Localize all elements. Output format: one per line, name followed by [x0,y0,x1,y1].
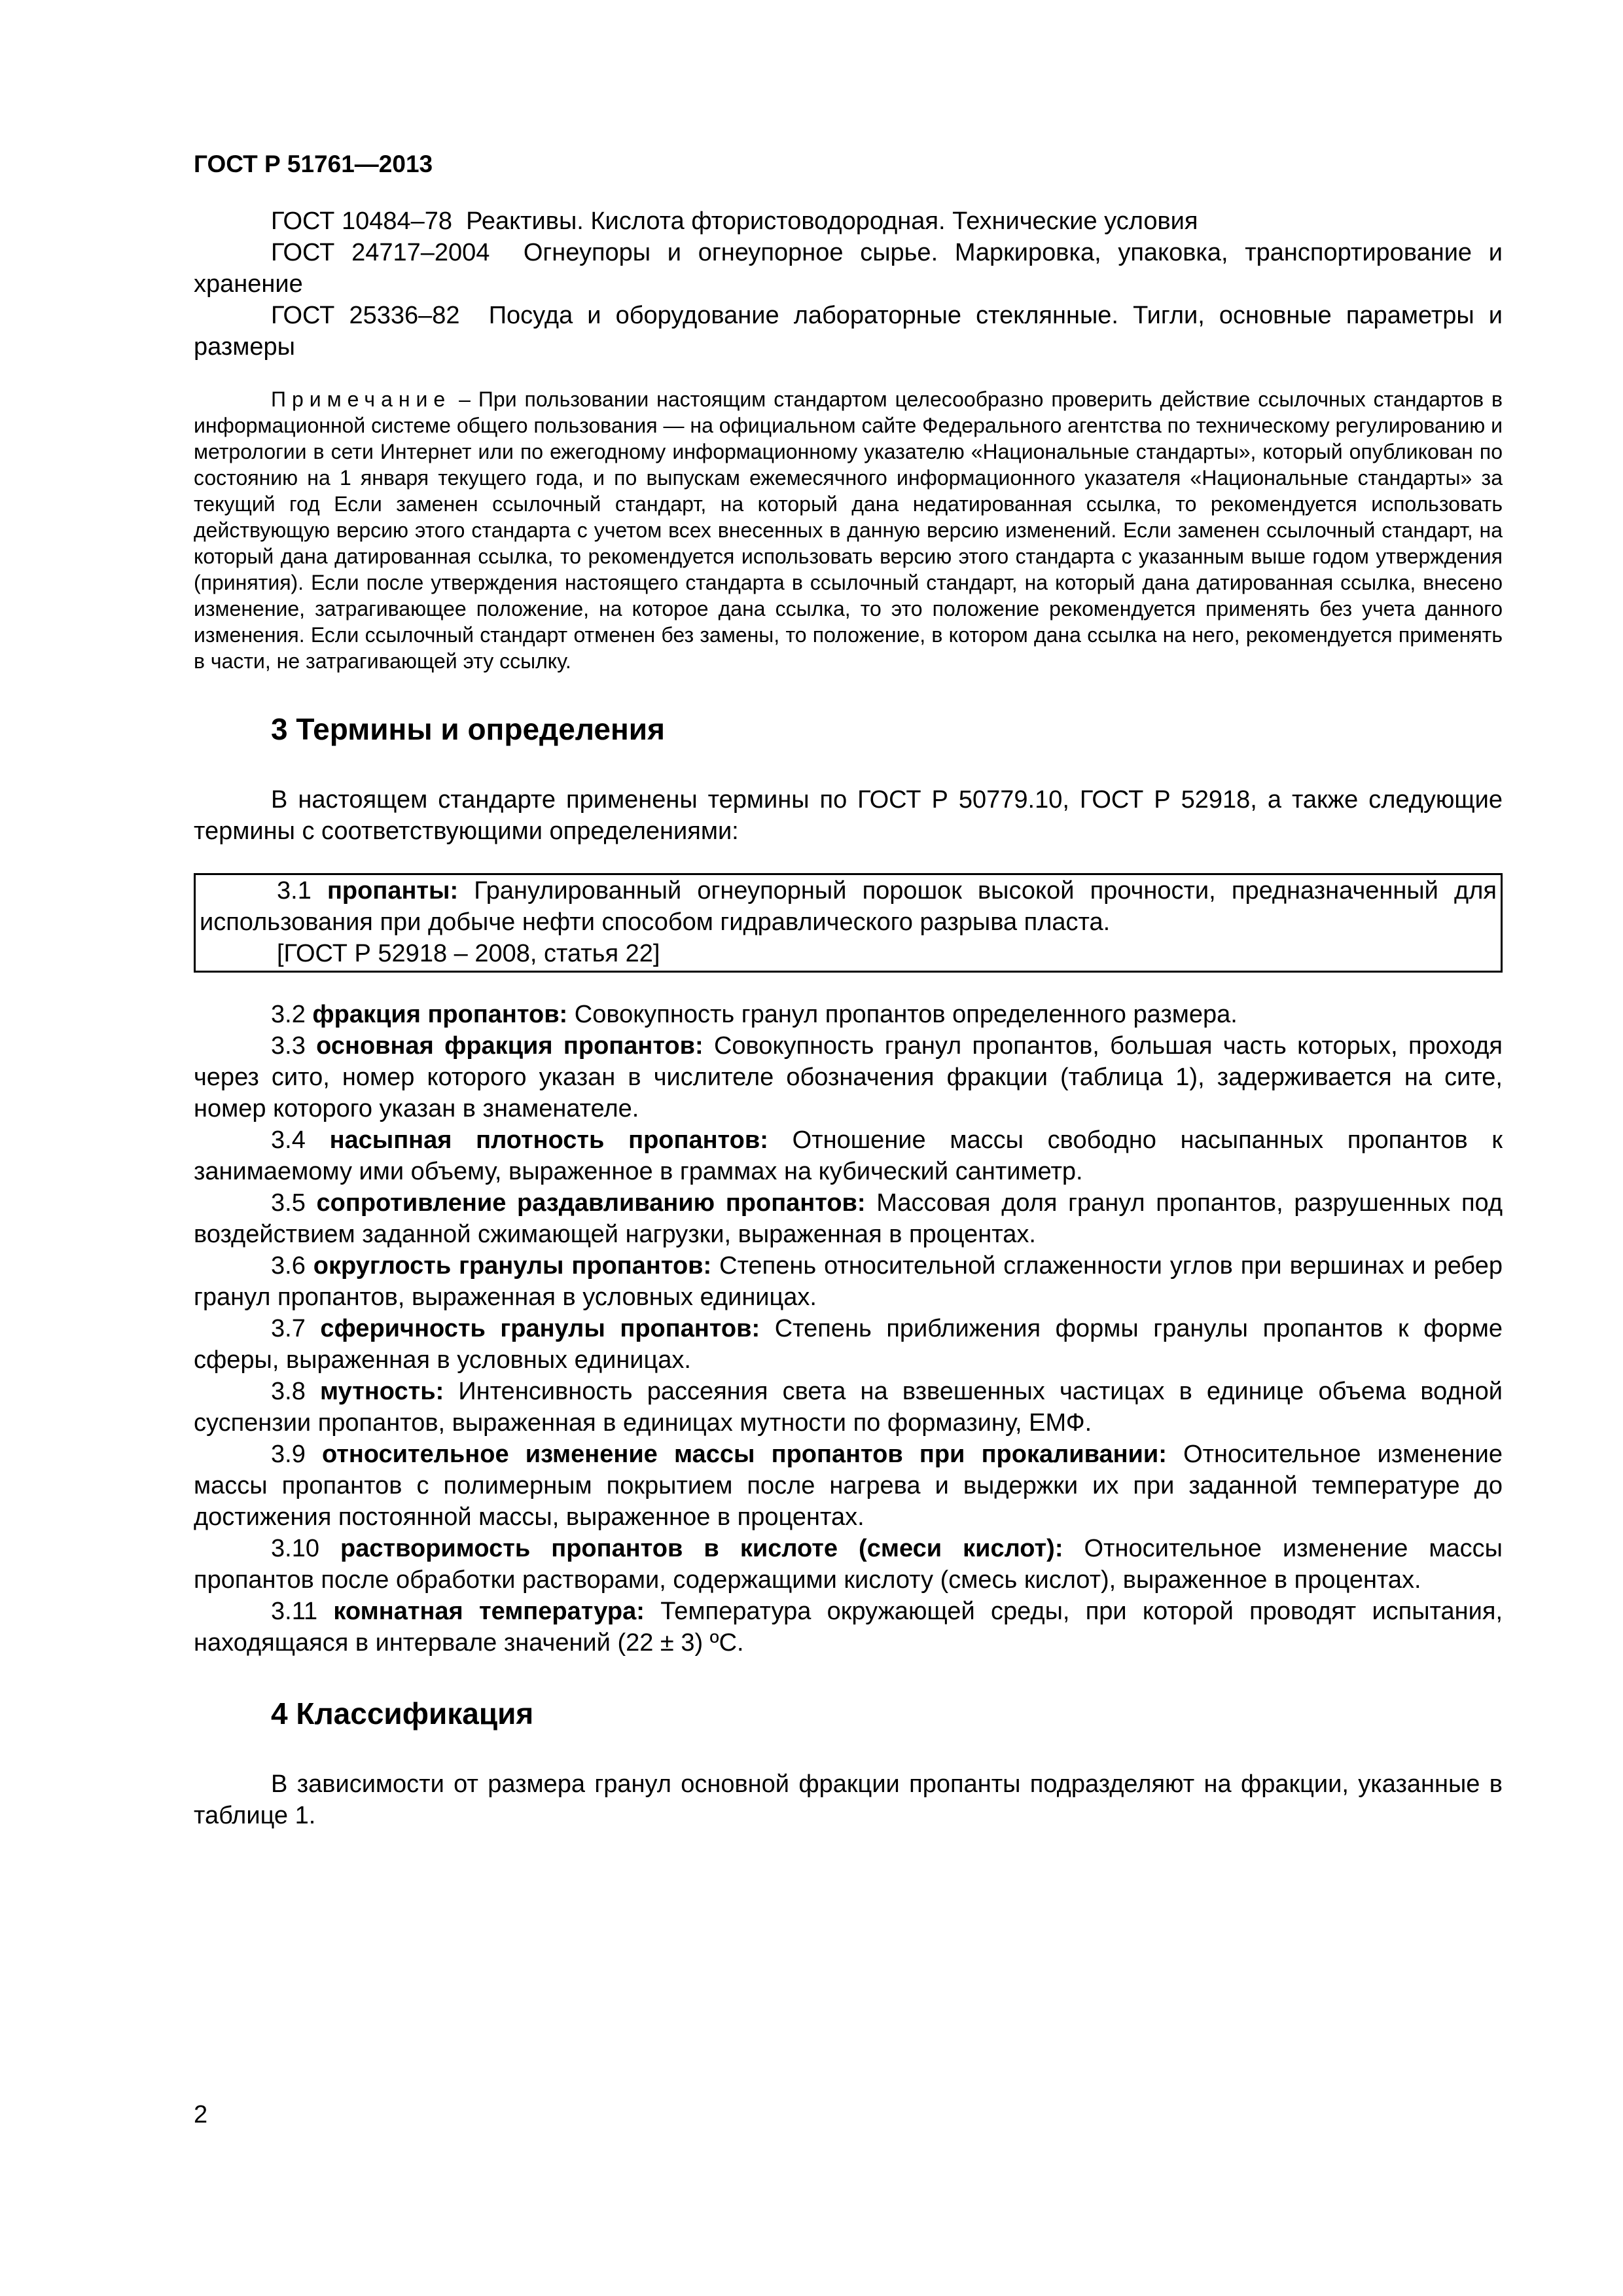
note-paragraph [194,386,1503,674]
term-name: мутность: [320,1378,444,1405]
term-item [194,1533,1503,1596]
terms-list [194,999,1503,1659]
term-definition: Относительное изменение массы пропантов после обработки растворами, содержащими кислоту (смесь кислот), выраженное в процентах. [194,1535,1503,1594]
term-number: 3.3 [271,1032,317,1060]
term-number: 3.5 [271,1189,317,1217]
term-name: фракция пропантов: [312,1001,568,1028]
term-definition: Интенсивность рассеяния света на взвешенных частицах в единице объема водной суспензии пропантов, выраженная в единицах мутности по формазину, ЕМФ. [194,1378,1503,1437]
reference-code: ГОСТ 10484–78 [271,207,453,235]
term-item [194,1313,1503,1376]
term-definition: Степень приближения формы гранулы пропантов к форме сферы, выраженная в условных единицах. [194,1315,1503,1374]
section-3-intro: В настоящем стандарте применены термины по ГОСТ Р 50779.10, ГОСТ Р 52918, а также следующие термины с соответствующими определениями: [194,786,1503,845]
term-number: 3.8 [271,1378,320,1405]
term-number: 3.6 [271,1252,313,1280]
term-definition: Совокупность гранул пропантов, большая часть которых, проходя через сито, номер которого указан в числителе обозначения фракции (таблица 1), задерживается на сите, номер которого указан в знаменателе. [194,1032,1503,1122]
reference-item [194,237,1503,300]
reference-item [194,300,1503,363]
term-item [194,1030,1503,1124]
reference-code: ГОСТ 25336–82 [271,302,460,329]
term-number: 3.7 [271,1315,321,1342]
reference-title: Огнеупоры и огнеупорное сырье. Маркировка, упаковка, транспортирование и хранение [194,239,1503,298]
term-number: 3.10 [271,1535,341,1562]
term-number: 3.2 [271,1001,313,1028]
term-name: комнатная температура: [333,1598,645,1625]
term-definition: Массовая доля гранул пропантов, разрушенных под воздействием заданной сжимающей нагрузки, выраженная в процентах. [194,1189,1503,1248]
term-item [194,1596,1503,1659]
section-3-title: 3 Термины и определения [271,712,665,746]
term-item [194,1124,1503,1187]
term-name: основная фракция пропантов: [316,1032,704,1060]
term-source: [ГОСТ Р 52918 – 2008, статья 22] [277,940,660,967]
section-4-title: 4 Классификация [271,1696,534,1731]
boxed-definition [194,873,1503,973]
term-definition: Степень относительной сглаженности углов при вершинах и ребер гранул пропантов, выраженная в условных единицах. [194,1252,1503,1311]
document-header: ГОСТ Р 51761—2013 [194,151,433,177]
term-definition: Совокупность гранул пропантов определенного размера. [567,1001,1238,1028]
term-name: насыпная плотность пропантов: [329,1126,768,1154]
term-name: сопротивление раздавливанию пропантов: [316,1189,866,1217]
term-definition: Отношение массы свободно насыпанных пропантов к занимаемому ими объему, выраженное в граммах на кубический сантиметр. [194,1126,1503,1185]
reference-item [194,206,1503,237]
term-item [194,1376,1503,1439]
section-4-text: В зависимости от размера гранул основной фракции пропанты подразделяют на фракции, указанные в таблице 1. [194,1770,1503,1829]
term-definition: Температура окружающей среды, при которой проводят испытания, находящаяся в интервале значений (22 ± 3) ºC. [194,1598,1503,1657]
term-item [194,999,1503,1030]
document-page [194,151,1503,1831]
term-name: пропанты: [327,877,459,905]
term-definition: Гранулированный огнеупорный порошок высокой прочности, предназначенный для использования при добыче нефти способом гидравлического разрыва пласта. [200,877,1497,936]
term-name: сферичность гранулы пропантов: [320,1315,760,1342]
reference-code: ГОСТ 24717–2004 [271,239,490,266]
term-item [194,1187,1503,1250]
note-text: – При пользовании настоящим стандартом целесообразно проверить действие ссылочных стандартов в информационной системе общего пользования — на официальном сайте Федерального агентства по техническому регулированию и метрологии в сети Интернет или по ежегодному информационному указателю «Национальные стандарты», который опубликован по состоянию на 1 января текущего года, и по выпускам ежемесячного информационного указателя «Национальные стандарты» за текущий год Если заменен ссылочный стандарт, на который дана недатированная ссылка, то рекомендуется использовать действующую версию этого стандарта с учетом всех внесенных в данную версию изменений. Если заменен ссылочный стандарт, на который дана датированная ссылка, то рекомендуется использовать версию этого стандарта с указанным выше годом утверждения (принятия). Если после утверждения настоящего стандарта в ссылочный стандарт, на который дана датированная ссылка, внесено изменение, затрагивающее положение, на которое дана ссылка, то это положение рекомендуется применять без учета данного изменения. Если ссылочный стандарт отменен без замены, то положение, в котором дана ссылка на него, рекомендуется применять в части, не затрагивающей эту ссылку. [194,387,1503,673]
term-definition: Относительное изменение массы пропантов с полимерным покрытием после нагрева и выдержки их при заданной температуре до достижения постоянной массы, выраженное в процентах. [194,1441,1503,1531]
term-number: 3.9 [271,1441,322,1468]
term-name: округлость гранулы пропантов: [313,1252,712,1280]
term-number: 3.11 [271,1598,334,1625]
reference-title: Посуда и оборудование лабораторные стеклянные. Тигли, основные параметры и размеры [194,302,1503,361]
term-name: относительное изменение массы пропантов при прокаливании: [322,1441,1167,1468]
term-number: 3.1 [277,877,327,905]
term-item [194,1250,1503,1313]
term-item [194,1439,1503,1533]
reference-title: Реактивы. Кислота фтористоводородная. Технические условия [466,207,1198,235]
note-label: Примечание [271,387,452,411]
page-number: 2 [194,2101,208,2128]
term-number: 3.4 [271,1126,330,1154]
references-list [194,206,1503,363]
term-3-1 [200,875,1497,938]
term-name: растворимость пропантов в кислоте (смеси кислот): [340,1535,1063,1562]
